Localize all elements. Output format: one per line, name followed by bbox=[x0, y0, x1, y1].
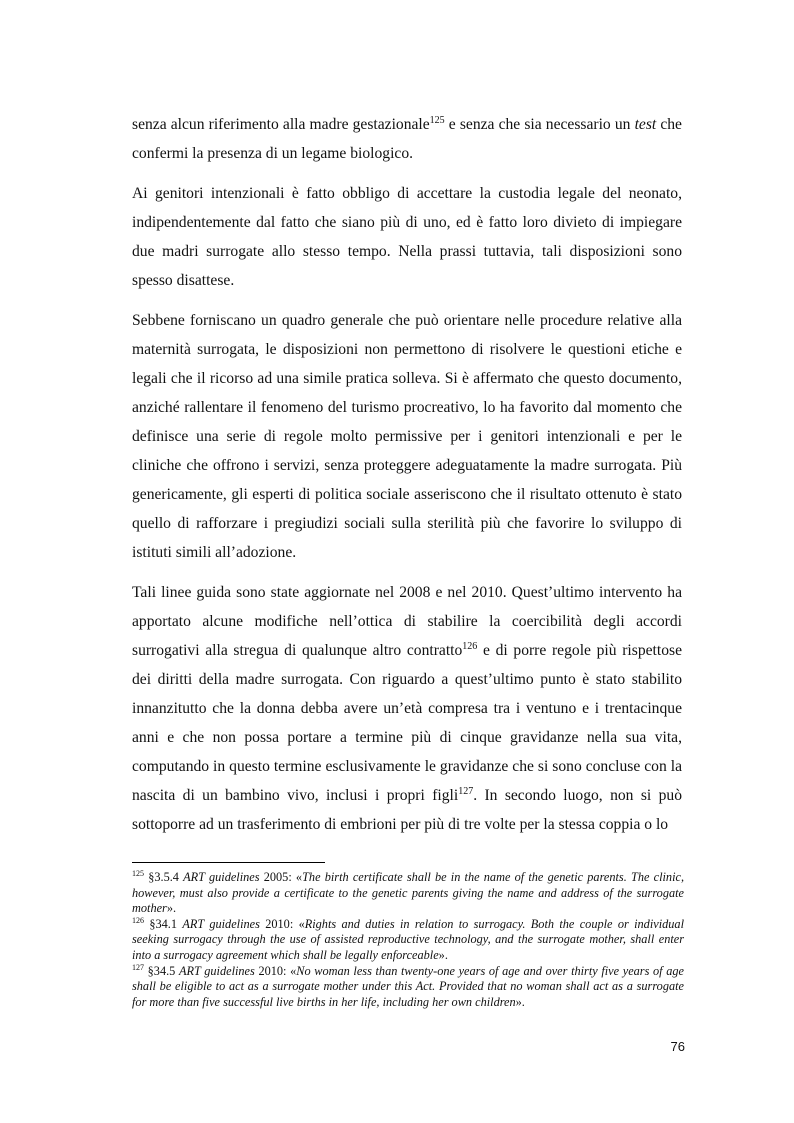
paragraph-1: senza alcun riferimento alla madre gestazionale$^{125}$ e senza che sia necessario un test che confermi la presenza di un legame biologico. bbox=[132, 114, 682, 162]
footnote-ref-127[interactable]: 127 bbox=[458, 785, 474, 797]
page-number: 76 bbox=[670, 1039, 685, 1054]
paragraph-4: Tali linee guida sono state aggiornate nel 2008 e nel 2010. Quest’ultimo intervento ha apportato alcune modifiche nell’ottica di stabilire la coercibilità degli accordi surrogativi alla stregua di qualunque altro contratto$^{126}$ e di porre regole più rispettose dei diritti della madre surrogata. Con riguardo a quest’ultimo punto è stato stabilito innanzitutto che la donna debba avere un’età compresa tra i ventuno e i trentacinque anni e che non possa portare a termine più di cinque gravidanze nella sua vita, computando in questo termine esclusivamente le gravidanze che si sono concluse con la nascita di un bambino vivo, inclusi i propri figli$^{127}$. In secondo luogo, non si può sottoporre ad un trasferimento di embrioni per più di tre volte per la stessa coppia o lo bbox=[132, 584, 683, 833]
footnote-127: $^{127}$ §34.5 ART guidelines 2010: «No woman less than twenty-one years of age and over thirty five years of age shall be eligible to act as a surrogate mother under this Act. Provided that no woman shall act as a surrogate for more than five successful live births in her life, including her own children». bbox=[132, 962, 684, 1009]
paragraph-2: Ai genitori intenzionali è fatto obbligo di accettare la custodia legale del neonato, indipendentemente dal fatto che siano più di uno, ed è fatto loro divieto di impiegare due madri surrogate allo stesso tempo. Nella prassi tuttavia, tali disposizioni sono spesso disattese. bbox=[132, 185, 682, 289]
footnote-separator bbox=[132, 862, 325, 863]
paragraph-3: Sebbene forniscano un quadro generale che può orientare nelle procedure relative alla maternità surrogata, le disposizioni non permettono di risolvere le questioni etiche e legali che il ricorso ad una simile pratica solleva. Si è affermato che questo documento, anziché rallentare il fenomeno del turismo procreativo, lo ha favorito dal momento che definisce una serie di regole molto permissive per i genitori intenzionali e per le cliniche che offrono i servizi, senza proteggere adeguatamente la madre surrogata. Più genericamente, gli esperti di politica sociale asseriscono che il risultato ottenuto è stato quello di rafforzare i pregiudizi sociali sulla sterilità più che favorire lo sviluppo di istituti simili all’adozione. bbox=[132, 312, 682, 561]
body-text bbox=[132, 110, 682, 850]
footnote-125: $^{125}$ §3.5.4 ART guidelines 2005: «The birth certificate shall be in the name of the genetic parents. The clinic, however, must also provide a certificate to the genetic parents giving the name and address of the surrogate mother». bbox=[132, 868, 685, 916]
footnote-126: $^{126}$ §34.1 ART guidelines 2010: «Rights and duties in relation to surrogacy. Both the couple or individual seeking surrogacy through the use of assisted reproductive technology, and the surrogate mother, shall enter into a surrogacy agreement which shall be legally enforceable». bbox=[132, 915, 684, 962]
footnotes bbox=[132, 870, 684, 1010]
footnote-ref-125[interactable]: 125 bbox=[429, 114, 445, 126]
footnote-ref-126[interactable]: 126 bbox=[462, 640, 478, 652]
